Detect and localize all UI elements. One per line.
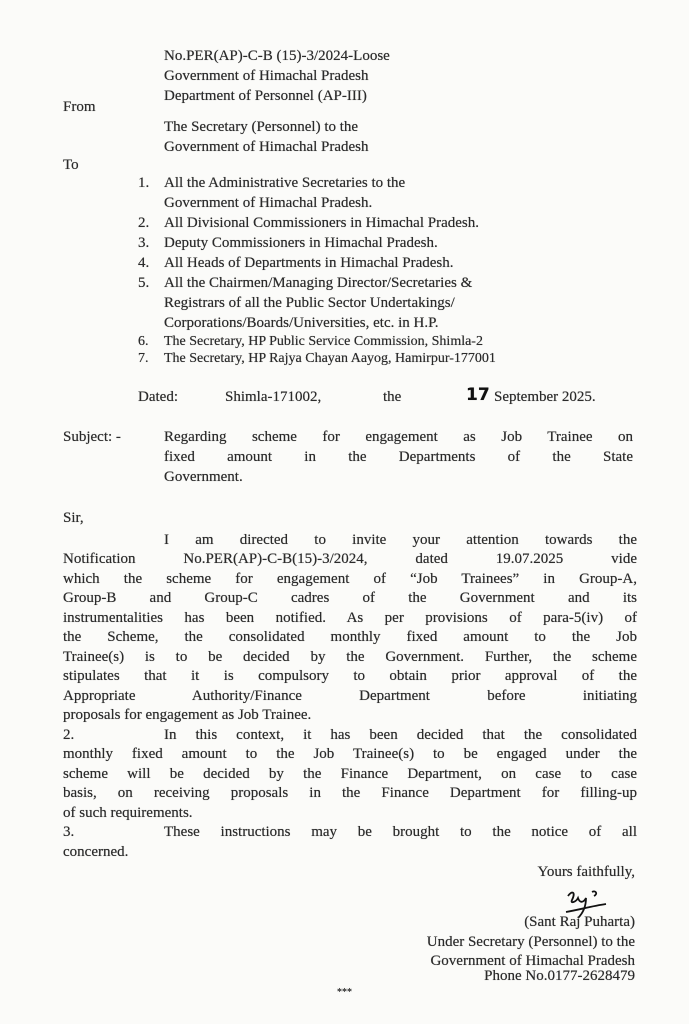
body-line: Trainee(s) is to be decided by the Government. Further, the scheme (63, 649, 637, 665)
handwritten-day: 17 (466, 385, 490, 405)
recipient-line: Government of Himachal Pradesh. (164, 195, 373, 211)
recipient-line: All Heads of Departments in Himachal Pradesh. (164, 255, 454, 271)
department-name: Department of Personnel (AP-III) (164, 88, 367, 104)
recipient-line: The Secretary, HP Rajya Chayan Aayog, Hamirpur-177001 (164, 351, 496, 366)
from-line: Government of Himachal Pradesh (164, 139, 369, 155)
body-line: Notification No.PER(AP)-C-B(15)-3/2024, dated 19.07.2025 vide (63, 551, 637, 567)
body-line: stipulates that it is compulsory to obtain prior approval of the (63, 668, 637, 684)
signatory-government: Government of Himachal Pradesh (430, 953, 635, 969)
body-line: monthly fixed amount to the Job Trainee(s) to be engaged under the (63, 746, 637, 762)
signatory-name: (Sant Raj Puharta) (524, 914, 635, 930)
from-label: From (63, 99, 96, 115)
valediction: Yours faithfully, (537, 864, 635, 880)
recipient-number: 1. (138, 175, 150, 191)
end-mark: *** (337, 987, 352, 998)
subject-line: Government. (164, 469, 243, 485)
recipient-number: 5. (138, 275, 150, 291)
paragraph-number: 3. (63, 824, 75, 840)
body-line: In this context, it has been decided that the consolidated (164, 727, 637, 743)
government-name: Government of Himachal Pradesh (164, 68, 369, 84)
body-line: which the scheme for engagement of “Job Trainees” in Group-A, (63, 571, 637, 587)
dated-place: Shimla-171002, (225, 389, 322, 405)
recipient-line: All Divisional Commissioners in Himachal Pradesh. (164, 215, 479, 231)
body-line: concerned. (63, 844, 129, 860)
subject-line: fixed amount in the Departments of the State (164, 449, 633, 465)
recipient-line: Corporations/Boards/Universities, etc. in H.P. (164, 315, 439, 331)
body-line: Appropriate Authority/Finance Department before initiating (63, 688, 637, 704)
body-line: basis, on receiving proposals in the Finance Department for filling-up (63, 785, 637, 801)
signatory-designation: Under Secretary (Personnel) to the (426, 934, 635, 950)
dated-label: Dated: (138, 389, 178, 405)
recipient-number: 7. (138, 351, 149, 366)
to-label: To (63, 157, 79, 173)
dated-the: the (383, 389, 402, 405)
recipient-number: 4. (138, 255, 150, 271)
dated-month-year: September 2025. (494, 389, 596, 405)
body-line: proposals for engagement as Job Trainee. (63, 707, 312, 723)
recipient-number: 2. (138, 215, 150, 231)
body-line: instrumentalities has been notified. As per provisions of para-5(iv) of (63, 610, 637, 626)
paragraph-number: 2. (63, 727, 75, 743)
body-line: These instructions may be brought to the notice of all (164, 824, 637, 840)
recipient-number: 6. (138, 334, 149, 349)
body-line: the Scheme, the consolidated monthly fixed amount to the Job (63, 629, 637, 645)
phone-number: Phone No.0177-2628479 (484, 968, 635, 984)
body-line: I am directed to invite your attention towards the (164, 532, 637, 548)
from-line: The Secretary (Personnel) to the (164, 119, 359, 135)
recipient-line: All the Chairmen/Managing Director/Secretaries & (164, 275, 473, 291)
recipient-number: 3. (138, 235, 150, 251)
body-line: Group-B and Group-C cadres of the Government and its (63, 590, 637, 606)
recipient-line: All the Administrative Secretaries to the (164, 175, 406, 191)
salutation: Sir, (63, 510, 84, 526)
subject-line: Regarding scheme for engagement as Job Trainee on (164, 429, 633, 445)
subject-label: Subject: - (63, 429, 121, 445)
recipient-line: Registrars of all the Public Sector Undertakings/ (164, 295, 455, 311)
file-number: No.PER(AP)-C-B (15)-3/2024-Loose (164, 48, 390, 64)
recipient-line: The Secretary, HP Public Service Commission, Shimla-2 (164, 334, 483, 349)
body-line: scheme will be decided by the Finance Department, on case to case (63, 766, 637, 782)
recipient-line: Deputy Commissioners in Himachal Pradesh. (164, 235, 438, 251)
body-line: of such requirements. (63, 805, 193, 821)
